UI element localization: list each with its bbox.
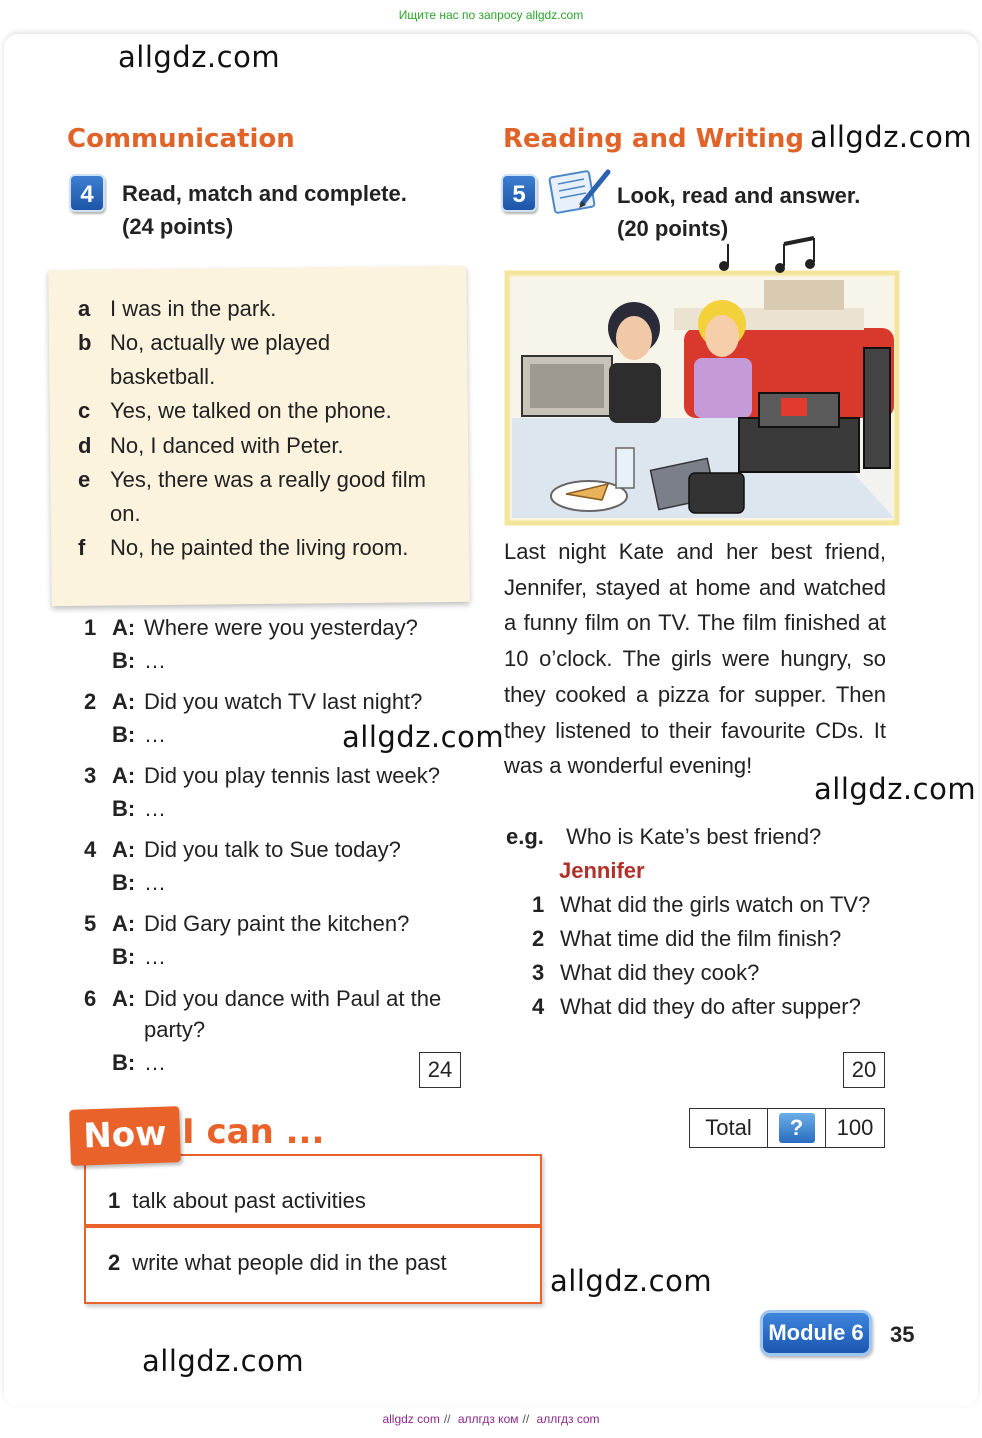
option-text: No, actually we played bbox=[110, 330, 331, 355]
question-number: 3 bbox=[532, 960, 545, 985]
footer-link[interactable]: аллгдз ком bbox=[457, 1412, 519, 1426]
option-text-cont: on. bbox=[110, 501, 141, 526]
option-letter: b bbox=[78, 330, 92, 355]
speaker-b: B: bbox=[112, 796, 136, 821]
dialogue-number: 4 bbox=[84, 837, 97, 862]
question-text: What did they do after supper? bbox=[560, 994, 861, 1019]
score-box: 20 bbox=[843, 1052, 885, 1088]
dialogue-question-cont: party? bbox=[144, 1017, 206, 1042]
total-score-box bbox=[689, 1108, 885, 1148]
dialogue-number: 2 bbox=[84, 689, 97, 714]
dialogue-question: Did Gary paint the kitchen? bbox=[144, 911, 410, 936]
item-text: write what people did in the past bbox=[132, 1250, 447, 1275]
reading-passage: Last night Kate and her best friend, Jennifer, stayed at home and watched a funny film on TV. The film finished at 10 o’clock. The girls were hungry, so they cooked a pizza for supper. Then they listened to their favourite CDs. It was a wonderful evening! bbox=[504, 539, 886, 779]
dialogue-question: Did you watch TV last night? bbox=[144, 689, 423, 714]
watermark: allgdz.com bbox=[142, 1344, 305, 1378]
answer-option bbox=[78, 463, 426, 531]
example-question bbox=[506, 820, 821, 854]
item-number: 1 bbox=[108, 1188, 121, 1213]
footer-link[interactable]: аллгдз com bbox=[536, 1412, 600, 1426]
answer-blank: … bbox=[144, 1050, 166, 1075]
speaker-a: A: bbox=[112, 837, 136, 862]
speaker-b: B: bbox=[112, 944, 136, 969]
speaker-b: B: bbox=[112, 870, 136, 895]
speaker-b: B: bbox=[112, 648, 136, 673]
footer-link[interactable]: allgdz com bbox=[382, 1412, 440, 1426]
option-letter: e bbox=[78, 467, 91, 492]
option-letter: d bbox=[78, 433, 92, 458]
item-number: 2 bbox=[108, 1250, 121, 1275]
now-i-can-item bbox=[108, 1186, 366, 1216]
question-text: What time did the film finish? bbox=[560, 926, 842, 951]
question-text: What did the girls watch on TV? bbox=[560, 892, 871, 917]
option-text: I was in the park. bbox=[110, 296, 277, 321]
watermark: allgdz.com bbox=[810, 120, 973, 154]
speaker-a: A: bbox=[112, 763, 136, 788]
now-i-can-item bbox=[108, 1248, 447, 1278]
total-max: 100 bbox=[836, 1115, 874, 1140]
divider bbox=[86, 1224, 540, 1228]
speaker-a: A: bbox=[112, 689, 136, 714]
now-i-can-box bbox=[84, 1154, 542, 1304]
instruction-points: (20 points) bbox=[617, 216, 729, 241]
dialogue-question: Did you talk to Sue today? bbox=[144, 837, 401, 862]
watermark: allgdz.com bbox=[342, 720, 505, 754]
now-i-can-heading: I can ... bbox=[182, 1112, 325, 1152]
question-number: 2 bbox=[532, 926, 545, 951]
instruction-points: (24 points) bbox=[122, 214, 234, 239]
item-text: talk about past activities bbox=[132, 1188, 366, 1213]
speaker-a: A: bbox=[112, 986, 136, 1011]
example-answer: Jennifer bbox=[559, 858, 645, 883]
question-item bbox=[532, 922, 841, 956]
dialogue-number: 5 bbox=[84, 911, 97, 936]
dialogue-question: Did you dance with Paul at the bbox=[144, 986, 442, 1011]
notepad-pencil-icon bbox=[546, 166, 612, 216]
dialogue-number: 1 bbox=[84, 615, 97, 640]
option-letter: f bbox=[78, 535, 86, 560]
example-question-text: Who is Kate’s best friend? bbox=[566, 824, 822, 849]
music-notes-icon bbox=[714, 236, 824, 276]
total-label: Total bbox=[690, 1109, 768, 1147]
section-title-communication: Communication bbox=[67, 124, 295, 154]
option-text: Yes, there was a really good film bbox=[110, 467, 426, 492]
instruction-line: Look, read and answer. bbox=[617, 183, 861, 208]
answer-option bbox=[78, 326, 330, 394]
module-badge: Module 6 bbox=[760, 1310, 872, 1356]
answer-blank: … bbox=[144, 944, 166, 969]
question-number: 1 bbox=[532, 892, 545, 917]
question-text: What did they cook? bbox=[560, 960, 760, 985]
watermark: allgdz.com bbox=[118, 40, 281, 74]
speaker-a: A: bbox=[112, 911, 136, 936]
dialogue-number: 6 bbox=[84, 986, 97, 1011]
dialogue-question: Where were you yesterday? bbox=[144, 615, 418, 640]
answer-blank: … bbox=[144, 870, 166, 895]
exercise-number-badge: 4 bbox=[69, 174, 105, 212]
page-number: 35 bbox=[890, 1322, 915, 1347]
question-number: 4 bbox=[532, 994, 545, 1019]
watermark: allgdz.com bbox=[550, 1264, 713, 1298]
score-box: 24 bbox=[419, 1052, 461, 1088]
exercise-instruction bbox=[122, 177, 407, 243]
girls-at-home-illustration bbox=[504, 268, 900, 526]
speaker-b: B: bbox=[112, 722, 136, 747]
footer-links: allgdz com // аллгдз ком // аллгдз com bbox=[382, 1412, 600, 1426]
question-item bbox=[532, 956, 759, 990]
answer-option bbox=[78, 531, 408, 565]
answer-option bbox=[78, 429, 344, 463]
question-item bbox=[532, 888, 870, 922]
dialogue-number: 3 bbox=[84, 763, 97, 788]
exercise-number-badge: 5 bbox=[501, 174, 537, 212]
example-label: e.g. bbox=[506, 824, 544, 849]
option-text-cont: basketball. bbox=[110, 364, 216, 389]
question-item bbox=[532, 990, 861, 1024]
total-score-cell bbox=[768, 1109, 826, 1147]
option-text: No, I danced with Peter. bbox=[110, 433, 344, 458]
watermark: allgdz.com bbox=[814, 772, 977, 806]
instruction-line: Read, match and complete. bbox=[122, 181, 407, 206]
option-text: Yes, we talked on the phone. bbox=[110, 398, 392, 423]
option-letter: a bbox=[78, 296, 91, 321]
dialogue-question: Did you play tennis last week? bbox=[144, 763, 440, 788]
answer-blank: … bbox=[144, 796, 166, 821]
answer-blank: … bbox=[144, 722, 166, 747]
answer-option bbox=[78, 394, 392, 428]
option-text: No, he painted the living room. bbox=[110, 535, 409, 560]
speaker-a: A: bbox=[112, 615, 136, 640]
section-title-reading-writing: Reading and Writing bbox=[503, 124, 805, 154]
answer-option bbox=[78, 292, 276, 326]
question-icon: ? bbox=[779, 1113, 815, 1143]
top-banner bbox=[0, 0, 982, 30]
speaker-b: B: bbox=[112, 1050, 136, 1075]
top-banner-text: Ищите нас по запросу allgdz.com bbox=[398, 8, 584, 22]
now-tab: Now bbox=[69, 1106, 181, 1166]
answer-blank: … bbox=[144, 648, 166, 673]
option-letter: c bbox=[78, 398, 91, 423]
